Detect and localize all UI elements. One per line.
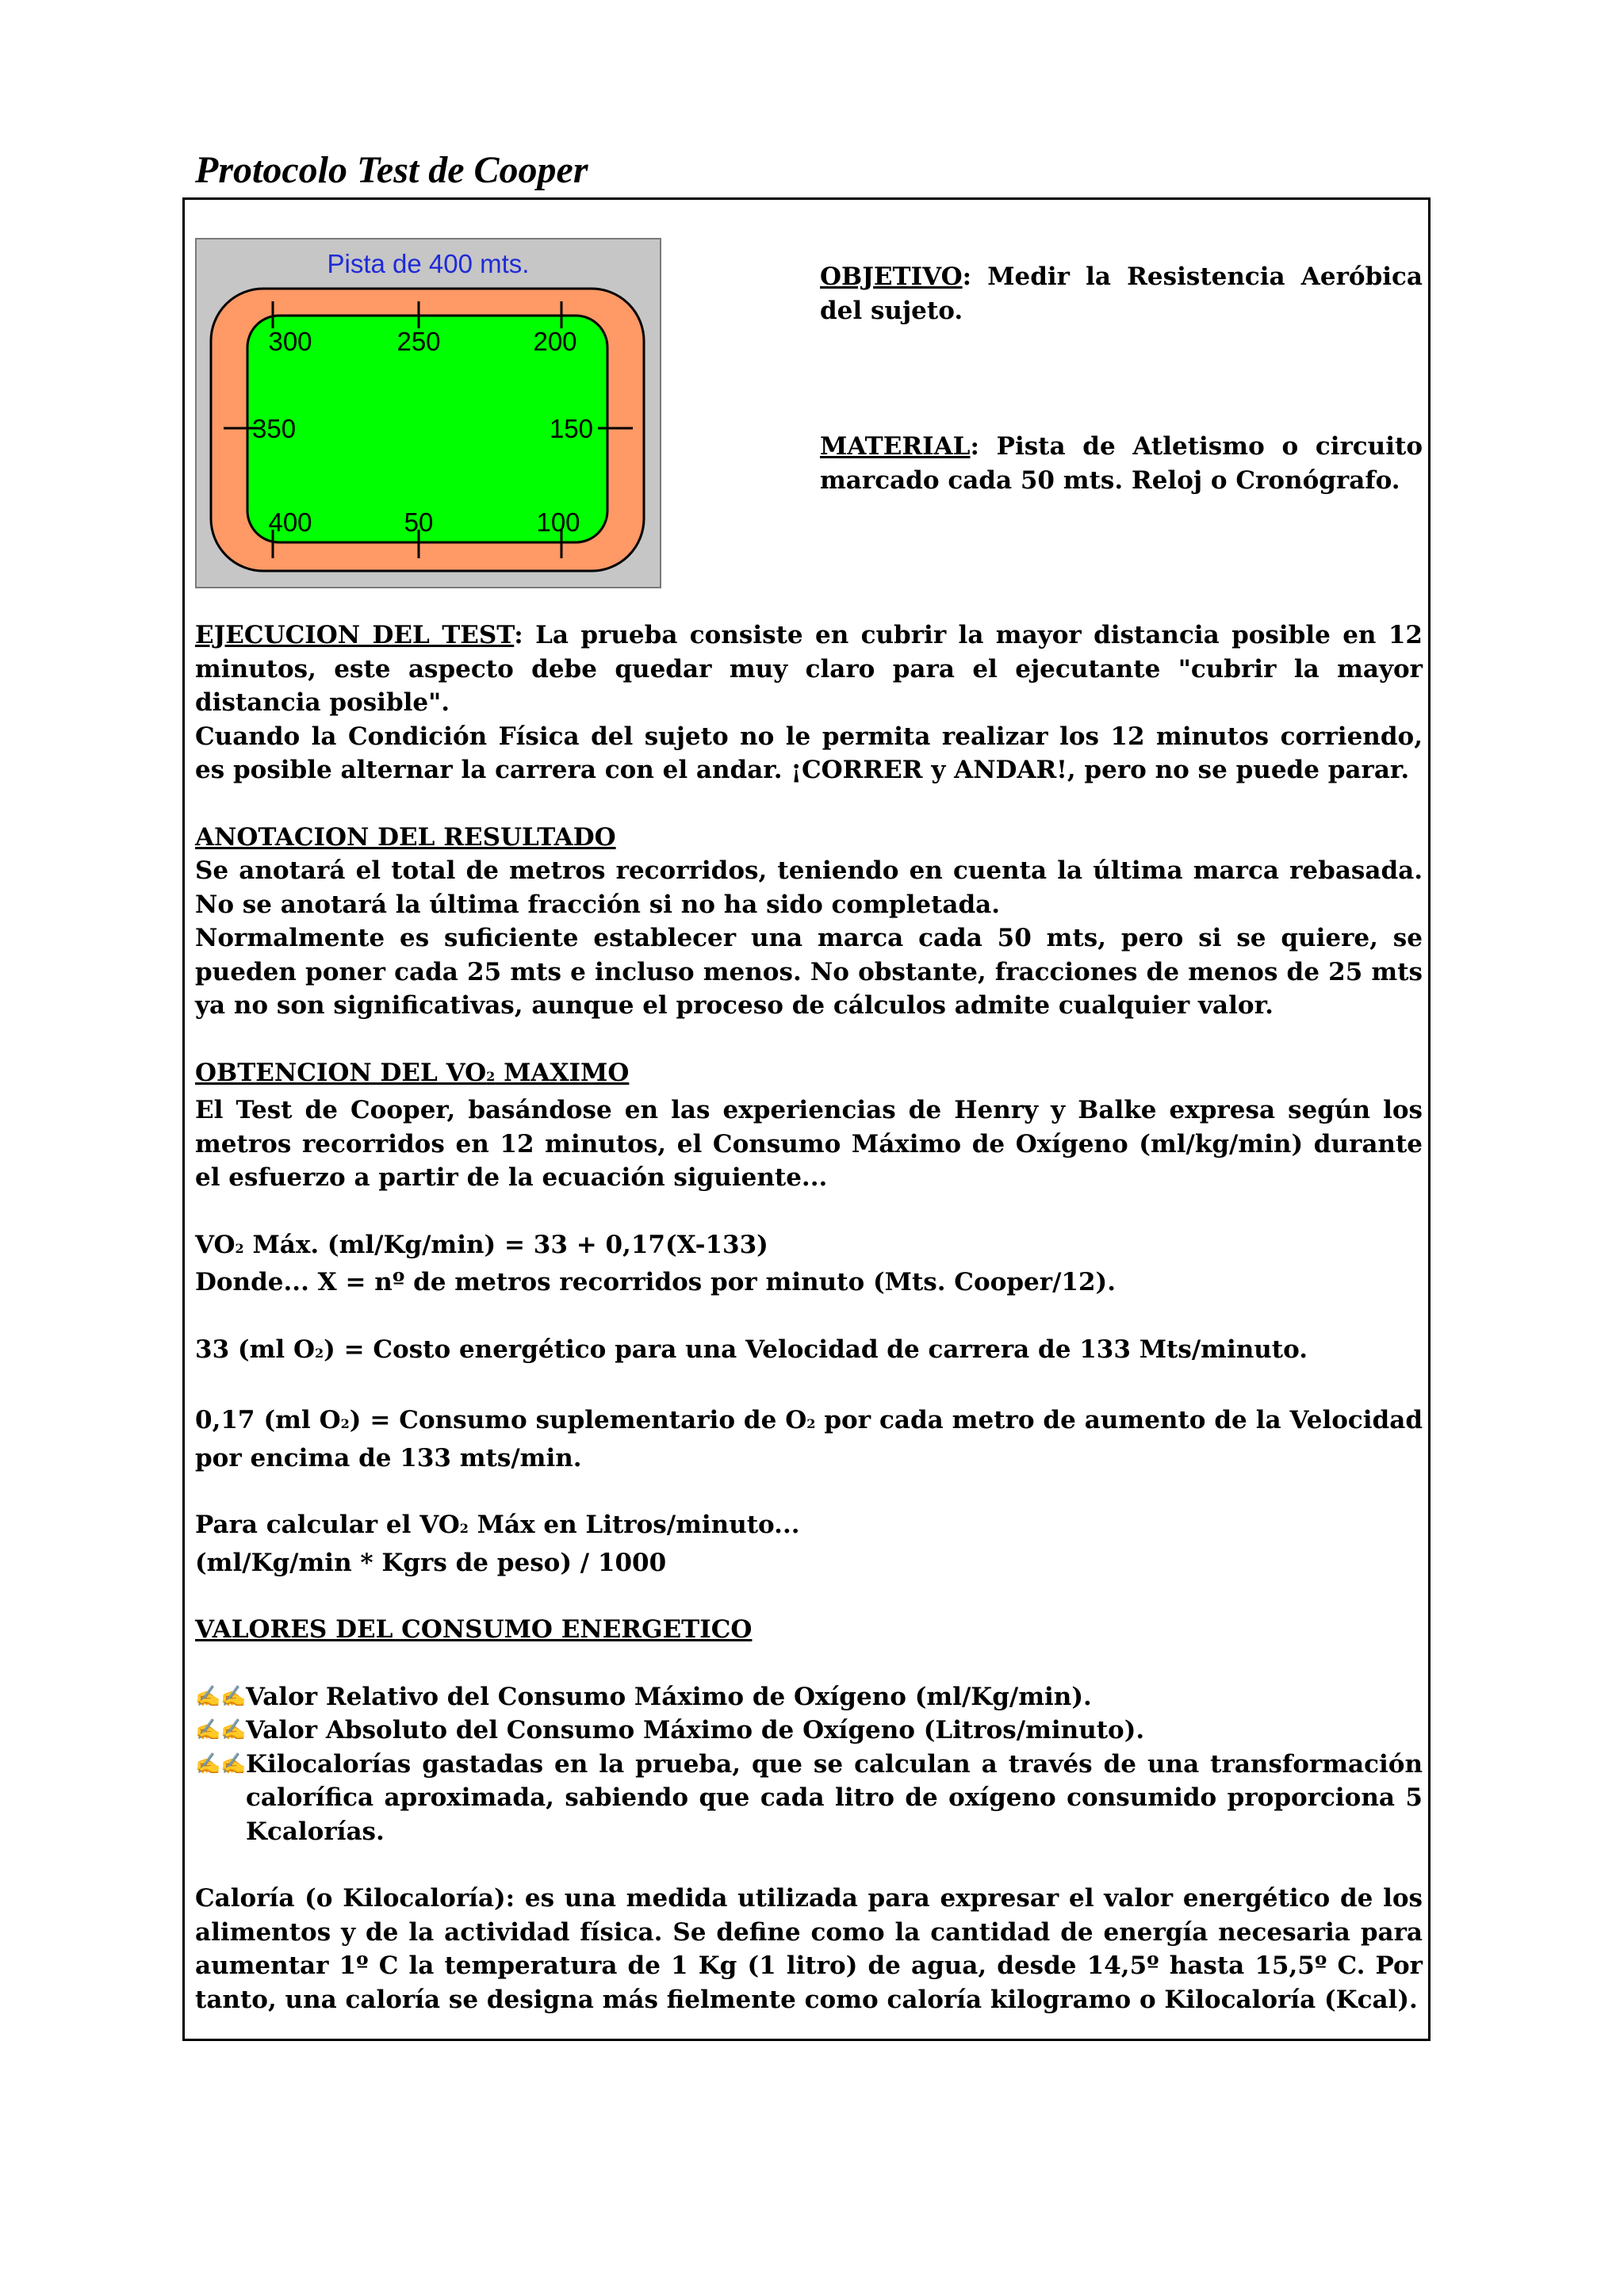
ejecucion-paragraph-2: Cuando la Condición Física del sujeto no le permita realizar los 12 minutos corriendo, es posible alternar la carrera con el andar. ¡CORRER y ANDAR!, pero no se puede parar. xyxy=(195,722,1423,784)
track-heading: Pista de 400 mts. xyxy=(327,249,530,278)
mark-250: 250 xyxy=(396,327,441,356)
writing-hand-icon: ✍✍ xyxy=(195,1718,247,1742)
anotacion-paragraph-2: Normalmente es suficiente establecer una marca cada 50 mts, pero si se quiere, se pueden poner cada 25 mts e incluso menos. No obstante, fracciones de menos de 25 mts ya no son significativas, aunque el proceso de cálculos admite cualquier valor. xyxy=(195,924,1423,1020)
ejecucion-text: La prueba consiste en cubrir la mayor distancia posible en 12 minutos, este aspecto debe quedar muy claro para el ejecutante "cubrir la mayor distancia posible". xyxy=(195,621,1423,717)
litros-line: Para calcular el VO2 Máx en Litros/minuto... xyxy=(195,1511,800,1539)
valores-list xyxy=(195,1680,1423,1849)
mark-200: 200 xyxy=(533,327,577,356)
main-text xyxy=(195,618,1423,2016)
writing-hand-icon: ✍✍ xyxy=(195,1752,247,1776)
litros-formula: (ml/Kg/min * Kgrs de peso) / 1000 xyxy=(195,1548,667,1577)
mark-400: 400 xyxy=(268,507,312,537)
caloria-paragraph: Caloría (o Kilocaloría): es una medida utilizada para expresar el valor energético de los alimentos y de la actividad física. Se define como la cantidad de energía necesaria para aumentar 1º C la temperatura de 1 Kg (1 litro) de agua, desde 14,5º hasta 15,5º C. Por tanto, una caloría se designa más fielmente como caloría kilogramo o Kilocaloría (Kcal). xyxy=(195,1884,1423,2014)
ejecucion-paragraph: EJECUCION DEL TEST: La prueba consiste en cubrir la mayor distancia posible en 12 minutos, este aspecto debe quedar muy claro para el ejecutante "cubrir la mayor distancia posible". xyxy=(195,621,1423,717)
list-item: ✍✍ Kilocalorías gastadas en la prueba, que se calculan a través de una transformación calorífica aproximada, sabiendo que cada litro de oxígeno consumido proporciona 5 Kcalorías. xyxy=(195,1748,1423,1849)
material-section: MATERIAL: Pista de Atletismo o circuito marcado cada 50 mts. Reloj o Cronógrafo. xyxy=(820,432,1423,495)
costo-line: 33 (ml O2) = Costo energético para una Velocidad de carrera de 133 Mts/minuto. xyxy=(195,1335,1308,1364)
valores-heading: VALORES DEL CONSUMO ENERGETICO xyxy=(195,1615,753,1644)
list-item: ✍✍ Valor Relativo del Consumo Máximo de Oxígeno (ml/Kg/min). xyxy=(195,1680,1423,1714)
writing-hand-icon: ✍✍ xyxy=(195,1684,247,1709)
material-text: Pista de Atletismo o circuito marcado cada 50 mts. Reloj o Cronógrafo. xyxy=(820,432,1423,495)
formula-donde: Donde... X = nº de metros recorridos por minuto (Mts. Cooper/12). xyxy=(195,1268,1116,1296)
objetivo-section: OBJETIVO: Medir la Resistencia Aeróbica del sujeto. xyxy=(820,262,1423,325)
obtencion-heading: OBTENCION DEL VO2 MAXIMO xyxy=(195,1058,630,1087)
objetivo-text: Medir la Resistencia Aeróbica del sujeto. xyxy=(820,262,1423,325)
mark-300: 300 xyxy=(268,327,312,356)
vo2-formula: VO2 Máx. (ml/Kg/min) = 33 + 0,17(X-133) xyxy=(195,1230,768,1259)
track-figure xyxy=(197,239,660,587)
anotacion-paragraph-1: Se anotará el total de metros recorridos, teniendo en cuenta la última marca rebasada. No se anotará la última fracción si no ha sido completada. xyxy=(195,856,1423,919)
ejecucion-label: EJECUCION DEL TEST xyxy=(195,621,515,649)
obtencion-paragraph: El Test de Cooper, basándose en las experiencias de Henry y Balke expresa según los metros recorridos en 12 minutos, el Consumo Máximo de Oxígeno (ml/kg/min) durante el esfuerzo a partir de la ecuación siguiente... xyxy=(195,1096,1423,1192)
mark-50: 50 xyxy=(404,507,434,537)
list-item: ✍✍ Valor Absoluto del Consumo Máximo de Oxígeno (Litros/minuto). xyxy=(195,1714,1423,1748)
objetivo-label: OBJETIVO xyxy=(820,262,963,291)
track-diagram xyxy=(195,238,661,588)
anotacion-heading: ANOTACION DEL RESULTADO xyxy=(195,822,616,852)
material-label: MATERIAL xyxy=(820,432,971,461)
consumo-line: 0,17 (ml O2) = Consumo suplementario de O2 por cada metro de aumento de la Velocidad por encima de 133 mts/min. xyxy=(195,1406,1423,1473)
mark-150: 150 xyxy=(549,414,593,443)
mark-100: 100 xyxy=(536,507,580,537)
mark-350: 350 xyxy=(252,414,297,443)
page-title: Protocolo Test de Cooper xyxy=(195,149,588,191)
